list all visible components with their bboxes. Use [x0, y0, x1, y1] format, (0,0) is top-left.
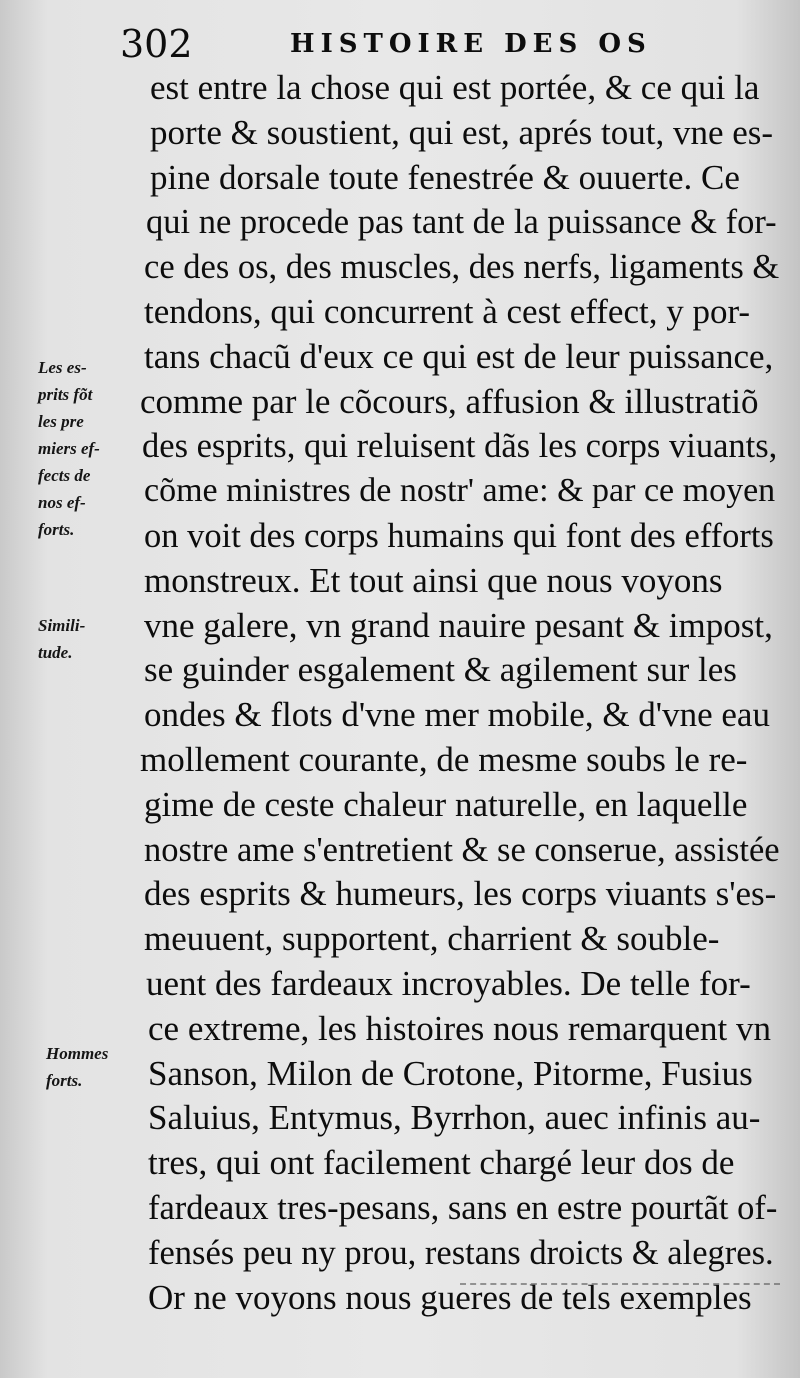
margin-note-similitude: [38, 612, 138, 666]
text-line: Or ne voyons nous gueres de tels exemples: [148, 1277, 752, 1317]
text-line: Sanson, Milon de Crotone, Pitorme, Fusius: [148, 1053, 753, 1093]
bottom-rule: [460, 1283, 780, 1287]
text-line: nostre ame s'entretient & se conserue, assistée: [144, 830, 780, 869]
text-line: on voit des corps humains qui font des efforts: [144, 516, 774, 555]
text-line: gime de ceste chaleur naturelle, en laquelle: [144, 784, 748, 824]
text-line: meuuent, supportent, charrient & souble-: [144, 919, 720, 959]
text-line: monstreux. Et tout ainsi que nous voyons: [144, 560, 723, 600]
text-line: est entre la chose qui est portée, & ce qui la: [150, 68, 760, 107]
margin-note-hommes-forts: [46, 1040, 146, 1094]
text-line: qui ne procede pas tant de la puissance & for-: [146, 203, 777, 242]
text-line: des esprits & humeurs, les corps viuants s'es-: [144, 874, 777, 914]
margin-note-line: tude.: [38, 643, 73, 662]
margin-note-line: Simili-: [38, 616, 86, 635]
text-line: ce des os, des muscles, des nerfs, ligaments &: [144, 248, 780, 287]
running-title: HISTOIRE DES OS: [290, 29, 652, 59]
text-line: mollement courante, de mesme soubs le re-: [140, 739, 748, 779]
text-line: vne galere, vn grand nauire pesant & impost,: [144, 605, 773, 645]
text-line: uent des fardeaux incroyables. De telle for-: [146, 963, 751, 1003]
margin-note-esprits: [38, 354, 138, 543]
text-line: tres, qui ont facilement chargé leur dos de: [148, 1143, 735, 1183]
body-text: [140, 66, 780, 1320]
text-line: tendons, qui concurrent à cest effect, y por-: [144, 291, 751, 331]
margin-note-line: miers ef-: [38, 439, 100, 458]
margin-note-line: prits fõt: [38, 385, 93, 404]
text-line: tans chacũ d'eux ce qui est de leur puissance,: [144, 336, 774, 376]
page-header: [120, 22, 780, 66]
text-line: fardeaux tres-pesans, sans en estre pourtãt of-: [148, 1188, 778, 1227]
text-line: cõme ministres de nostr' ame: & par ce moyen: [144, 472, 776, 510]
text-line: Saluius, Entymus, Byrrhon, auec infinis au-: [148, 1098, 761, 1138]
text-line: des esprits, qui reluisent dãs les corps viuants,: [142, 427, 778, 466]
margin-note-line: Hommes: [46, 1044, 109, 1063]
margin-note-line: Les es-: [38, 358, 87, 377]
margin-note-line: fects de: [38, 466, 91, 485]
text-line: ce extreme, les histoires nous remarquent vn: [148, 1008, 771, 1048]
margin-note-line: les pre: [38, 412, 84, 431]
text-line: fensés peu ny prou, restans droicts & alegres.: [148, 1233, 774, 1272]
page-number: 302: [120, 22, 193, 66]
show-through-bleed: [28, 70, 118, 180]
margin-note-line: nos ef-: [38, 493, 86, 512]
text-line: se guinder esgalement & agilement sur les: [144, 650, 737, 690]
text-line: ondes & flots d'vne mer mobile, & d'vne eau: [144, 695, 770, 735]
text-line: comme par le cõcours, affusion & illustratiõ: [140, 381, 759, 421]
margin-note-line: forts.: [38, 520, 75, 539]
text-line: pine dorsale toute fenestrée & ouuerte. Ce: [150, 157, 740, 197]
margin-note-line: forts.: [46, 1071, 83, 1090]
text-line: porte & soustient, qui est, aprés tout, vne es-: [150, 112, 774, 152]
